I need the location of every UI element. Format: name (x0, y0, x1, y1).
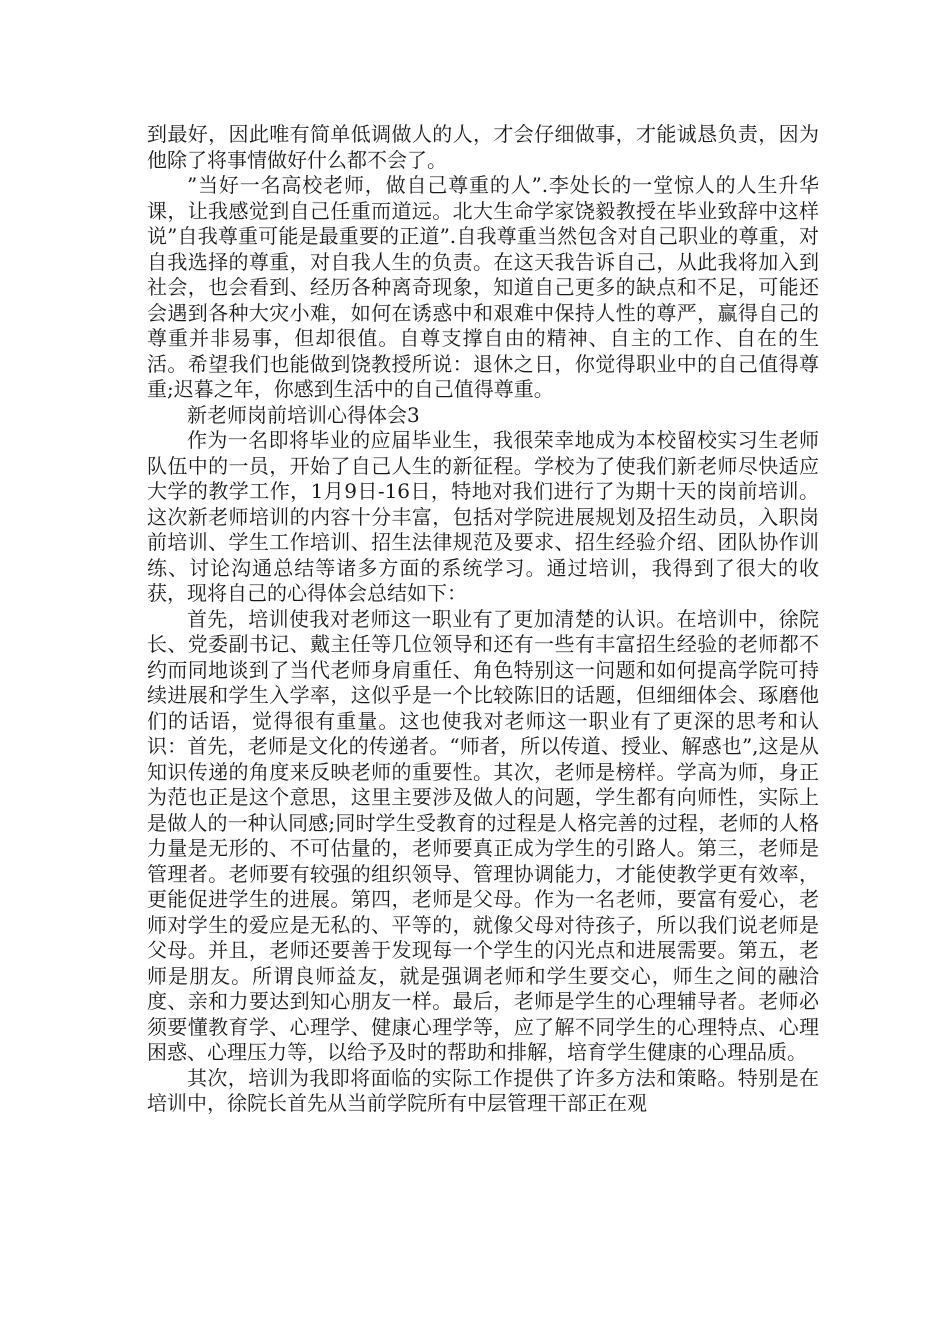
paragraph-second-point: 其次，培训为我即将面临的实际工作提供了许多方法和策略。特别是在培训中，徐院长首先从当前学院所有中层管理干部正在观 (147, 1065, 819, 1115)
paragraph-continuation: 到最好，因此唯有简单低调做人的人，才会仔细做事，才能诚恳负责，因为他除了将事情做好什么都不会了。 (147, 122, 819, 172)
document-page (147, 122, 819, 1117)
section-heading: 新老师岗前培训心得体会3 (187, 402, 420, 427)
paragraph-introduction: 作为一名即将毕业的应届毕业生，我很荣幸地成为本校留校实习生老师队伍中的一员，开始了自己人生的新征程。学校为了使我们新老师尽快适应大学的教学工作，1月9日-16日，特地对我们进行了为期十天的岗前培训。这次新老师培训的内容十分丰富，包括对学院进展规划及招生动员，入职岗前培训、学生工作培训、招生法律规范及要求、招生经验介绍、团队协作训练、讨论沟通总结等诸多方面的系统学习。通过培训，我得到了很大的收获，现将自己的心得体会总结如下： (147, 428, 819, 605)
paragraph-self-respect: ”当好一名高校老师，做自己尊重的人”.李处长的一堂惊人的人生升华课，让我感觉到自己任重而道远。北大生命学家饶毅教授在毕业致辞中这样说”自我尊重可能是最重要的正道”.自我尊重当然包含对自己职业的尊重，对自我选择的尊重，对自我人生的负责。在这天我告诉自己，从此我将加入到社会，也会看到、经历各种离奇现象，知道自己更多的缺点和不足，可能还会遇到各种大灾小难，如何在诱惑中和艰难中保持人性的尊严，赢得自己的尊重并非易事，但却很值。自尊支撑自由的精神、自主的工作、自在的生活。希望我们也能做到饶教授所说：退休之日，你觉得职业中的自己值得尊重;迟暮之年，你感到生活中的自己值得尊重。 (147, 173, 819, 401)
paragraph-first-point: 首先，培训使我对老师这一职业有了更加清楚的认识。在培训中，徐院长、党委副书记、戴主任等几位领导和还有一些有丰富招生经验的老师都不约而同地谈到了当代老师身肩重任、角色特别这一问题和如何提高学院可持续进展和学生入学率，这似乎是一个比较陈旧的话题，但细细体会、琢磨他们的话语，觉得很有重量。这也使我对老师这一职业有了更深的思考和认识：首先，老师是文化的传递者。“师者，所以传道、授业、解惑也”,这是从知识传递的角度来反映老师的重要性。其次，老师是榜样。学高为师，身正为范也正是这个意思，这里主要涉及做人的问题，学生都有向师性，实际上是做人的一种认同感;同时学生受教育的过程是人格完善的过程，老师的人格力量是无形的、不可估量的，老师要真正成为学生的引路人。第三，老师是管理者。老师要有较强的组织领导、管理协调能力，才能使教学更有效率，更能促进学生的进展。第四，老师是父母。作为一名老师，要富有爱心，老师对学生的爱应是无私的、平等的，就像父母对待孩子，所以我们说老师是父母。并且，老师还要善于发现每一个学生的闪光点和进展需要。第五，老师是朋友。所谓良师益友，就是强调老师和学生要交心，师生之间的融洽度、亲和力要达到知心朋友一样。最后，老师是学生的心理辅导者。老师必须要懂教育学、心理学、健康心理学等，应了解不同学生的心理特点、心理困惑、心理压力等，以给予及时的帮助和排解，培育学生健康的心理品质。 (147, 606, 819, 1064)
